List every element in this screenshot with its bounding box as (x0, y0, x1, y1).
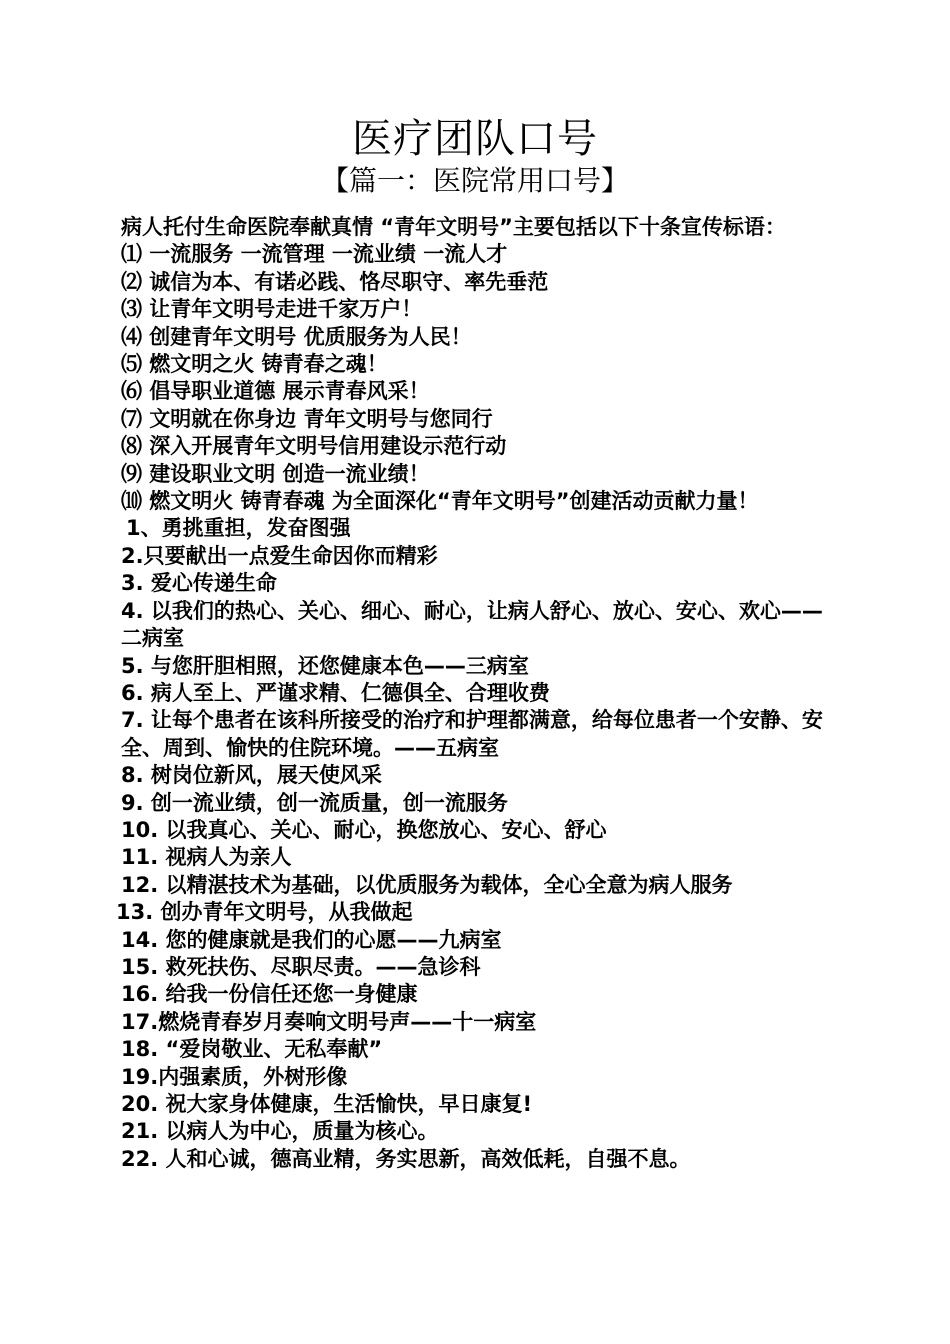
list-item: 13. 创办青年文明号，从我做起 (116, 900, 413, 925)
list-item: 5. 与您肝胆相照，还您健康本色——三病室 (121, 653, 529, 678)
list-item: 7. 让每个患者在该科所接受的治疗和护理都满意，给每位患者一个安静、安全、周到、愉快的住院环境。——五病室 (121, 708, 823, 760)
numbered-slogan: ⑽ 燃文明火 铸青春魂 为全面深化“青年文明号”创建活动贡献力量！ (121, 489, 759, 514)
list-item: 9. 创一流业绩，创一流质量，创一流服务 (121, 790, 508, 815)
numbered-slogan: ⑺ 文明就在你身边 青年文明号与您同行 (121, 406, 493, 431)
list-item: 16. 给我一份信任还您一身健康 (121, 982, 418, 1007)
numbered-slogan: ⑸ 燃文明之火 铸青春之魂！ (121, 352, 388, 377)
list-item: 15. 救死扶伤、尽职尽责。——急诊科 (121, 954, 481, 979)
document-title: 医疗团队口号 (352, 116, 598, 162)
document-subtitle: 【篇一：医院常用口号】 (320, 164, 629, 197)
numbered-slogan: ⑵ 诚信为本、有诺必践、恪尽职守、率先垂范 (121, 269, 549, 294)
list-item: 18. “爱岗敬业、无私奉献” (121, 1037, 383, 1062)
numbered-slogan: ⑹ 倡导职业道德 展示青春风采！ (121, 379, 430, 404)
numbered-slogan: ⑶ 让青年文明号走进千家万户！ (121, 297, 423, 322)
document-body (116, 214, 836, 1173)
numbered-slogan: ⑼ 建设职业文明 创造一流业绩！ (121, 461, 430, 486)
list-item: 3. 爱心传递生命 (121, 571, 277, 596)
numbered-slogan: ⑻ 深入开展青年文明号信用建设示范行动 (121, 434, 507, 459)
list-item: 2.只要献出一点爱生命因你而精彩 (121, 543, 438, 568)
list-item: 14. 您的健康就是我们的心愿——九病室 (121, 927, 502, 952)
list-item: 12. 以精湛技术为基础，以优质服务为载体，全心全意为病人服务 (121, 872, 733, 897)
list-item: 22. 人和心诚，德高业精，务实思新，高效低耗，自强不息。 (121, 1146, 691, 1171)
list-item: 1、勇挑重担，发奋图强 (126, 516, 351, 541)
list-item: 10. 以我真心、关心、耐心，换您放心、安心、舒心 (121, 817, 607, 842)
list-item: 20. 祝大家身体健康，生活愉快，早日康复! (121, 1092, 533, 1116)
list-item: 4. 以我们的热心、关心、细心、耐心，让病人舒心、放心、安心、欢心——二病室 (121, 598, 823, 651)
list-item: 8. 树岗位新风，展天使风采 (121, 763, 382, 788)
list-item: 6. 病人至上、严谨求精、仁德俱全、合理收费 (121, 680, 550, 705)
numbered-slogan: ⑷ 创建青年文明号 优质服务为人民！ (121, 324, 472, 349)
list-item: 21. 以病人为中心，质量为核心。 (121, 1119, 439, 1144)
numbered-slogan: ⑴ 一流服务 一流管理 一流业绩 一流人才 (121, 242, 508, 267)
intro-paragraph: 病人托付生命医院奉献真情 “青年文明号”主要包括以下十条宣传标语： (121, 215, 786, 239)
list-item: 19.内强素质，外树形像 (121, 1064, 348, 1089)
list-item: 11. 视病人为亲人 (121, 845, 292, 870)
list-item: 17.燃烧青春岁月奏响文明号声——十一病室 (121, 1009, 537, 1034)
